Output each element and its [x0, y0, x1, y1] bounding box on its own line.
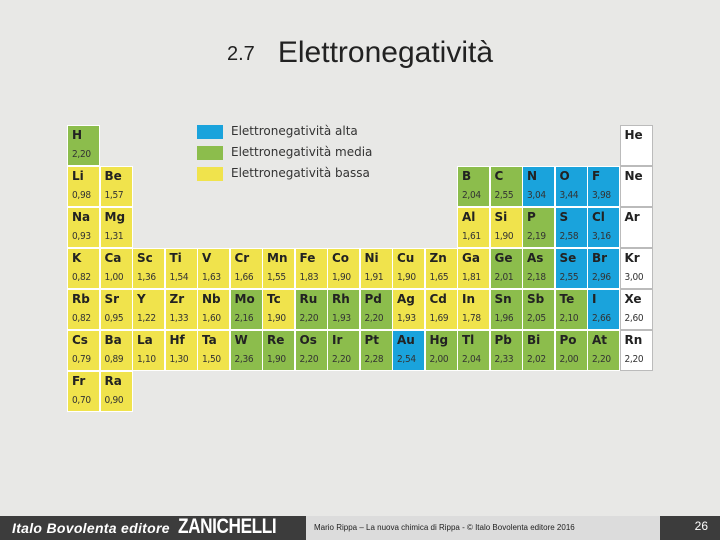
- slide-title: [0, 36, 720, 70]
- electronegativity-value: 2,04: [462, 190, 481, 201]
- legend-label: Elettronegatività alta: [231, 124, 358, 138]
- electronegativity-value: 3,00: [624, 272, 644, 283]
- element-symbol: Hf: [169, 333, 185, 347]
- element-cell-in: [457, 289, 490, 330]
- element-symbol: He: [624, 128, 643, 142]
- element-symbol: I: [592, 292, 597, 306]
- electronegativity-value: 1,81: [462, 272, 481, 283]
- element-symbol: H: [72, 128, 83, 142]
- element-symbol: Al: [462, 210, 476, 224]
- electronegativity-value: 1,90: [494, 231, 514, 242]
- element-symbol: Pd: [364, 292, 382, 306]
- electronegativity-value: 0,79: [72, 354, 91, 365]
- element-symbol: C: [494, 169, 504, 183]
- electronegativity-value: 1,83: [299, 272, 319, 283]
- element-cell-ta: [197, 330, 230, 371]
- electronegativity-value: 2,20: [364, 313, 384, 324]
- electronegativity-value: 2,05: [527, 313, 546, 324]
- publisher-logo: Italo Bovolenta editore: [12, 520, 170, 536]
- electronegativity-value: 2,55: [559, 272, 579, 283]
- electronegativity-value: 2,36: [234, 354, 254, 365]
- electronegativity-value: 2,18: [527, 272, 546, 283]
- element-cell-fr: [67, 371, 100, 412]
- element-symbol: At: [592, 333, 608, 347]
- element-cell-cl: [587, 207, 620, 248]
- electronegativity-value: 0,98: [72, 190, 91, 201]
- electronegativity-value: 2,28: [364, 354, 384, 365]
- electronegativity-value: 2,10: [559, 313, 579, 324]
- element-symbol: O: [559, 169, 570, 183]
- element-symbol: Po: [559, 333, 577, 347]
- electronegativity-value: 2,66: [592, 313, 611, 324]
- element-symbol: Zr: [169, 292, 185, 306]
- element-symbol: Os: [299, 333, 317, 347]
- element-symbol: Cl: [592, 210, 605, 224]
- electronegativity-value: 1,31: [104, 231, 124, 242]
- element-cell-al: [457, 207, 490, 248]
- legend-swatch: [197, 146, 223, 160]
- electronegativity-value: 1,10: [137, 354, 156, 365]
- element-symbol: Si: [494, 210, 508, 224]
- element-cell-cd: [425, 289, 458, 330]
- electronegativity-value: 3,16: [592, 231, 611, 242]
- element-symbol: Ag: [397, 292, 415, 306]
- electronegativity-value: 0,82: [72, 313, 91, 324]
- element-cell-bi: [522, 330, 555, 371]
- element-cell-b: [457, 166, 490, 207]
- element-cell-he: [620, 125, 653, 166]
- element-cell-re: [262, 330, 295, 371]
- element-cell-rn: [620, 330, 653, 371]
- electronegativity-value: 2,54: [397, 354, 416, 365]
- element-cell-ir: [327, 330, 360, 371]
- element-cell-be: [100, 166, 133, 207]
- legend-label: Elettronegatività bassa: [231, 166, 370, 180]
- element-symbol: As: [527, 251, 544, 265]
- element-symbol: Ir: [332, 333, 343, 347]
- element-cell-zn: [425, 248, 458, 289]
- element-symbol: Ru: [299, 292, 318, 306]
- element-symbol: W: [234, 333, 248, 347]
- electronegativity-value: 1,63: [202, 272, 221, 283]
- electronegativity-value: 2,19: [527, 231, 546, 242]
- electronegativity-value: 3,44: [559, 190, 579, 201]
- element-cell-ti: [165, 248, 198, 289]
- electronegativity-value: 2,00: [559, 354, 579, 365]
- element-cell-pd: [360, 289, 393, 330]
- electronegativity-value: 2,20: [624, 354, 644, 365]
- element-symbol: Tc: [267, 292, 281, 306]
- electronegativity-value: 3,04: [527, 190, 546, 201]
- element-cell-tc: [262, 289, 295, 330]
- element-cell-at: [587, 330, 620, 371]
- element-symbol: Zn: [429, 251, 447, 265]
- credit-line: Mario Rippa – La nuova chimica di Rippa - © Italo Bovolenta editore 2016: [306, 516, 660, 540]
- element-symbol: Sr: [104, 292, 120, 306]
- legend-swatch: [197, 125, 223, 139]
- element-symbol: Te: [559, 292, 575, 306]
- element-symbol: Sc: [137, 251, 153, 265]
- electronegativity-value: 1,65: [429, 272, 449, 283]
- element-cell-nb: [197, 289, 230, 330]
- element-symbol: Ca: [104, 251, 122, 265]
- element-cell-n: [522, 166, 555, 207]
- electronegativity-value: 0,95: [104, 313, 124, 324]
- electronegativity-value: 1,54: [169, 272, 189, 283]
- electronegativity-value: 2,58: [559, 231, 579, 242]
- element-symbol: Fe: [299, 251, 316, 265]
- element-symbol: Sb: [527, 292, 545, 306]
- element-cell-pt: [360, 330, 393, 371]
- element-cell-cu: [392, 248, 425, 289]
- electronegativity-value: 1,91: [364, 272, 384, 283]
- element-symbol: Se: [559, 251, 577, 265]
- element-symbol: Ar: [624, 210, 640, 224]
- element-symbol: La: [137, 333, 153, 347]
- electronegativity-value: 1,90: [267, 354, 286, 365]
- electronegativity-value: 1,78: [462, 313, 481, 324]
- electronegativity-value: 0,70: [72, 395, 91, 406]
- element-cell-p: [522, 207, 555, 248]
- element-cell-cr: [230, 248, 263, 289]
- element-cell-ar: [620, 207, 653, 248]
- element-cell-se: [555, 248, 588, 289]
- zanichelli-logo: ZANICHELLI: [178, 515, 277, 538]
- electronegativity-value: 2,60: [624, 313, 644, 324]
- element-cell-sn: [490, 289, 523, 330]
- element-symbol: Ni: [364, 251, 379, 265]
- element-symbol: V: [202, 251, 212, 265]
- element-symbol: Ge: [494, 251, 513, 265]
- element-symbol: Fr: [72, 374, 86, 388]
- element-cell-mn: [262, 248, 295, 289]
- page-number: 26: [694, 519, 708, 533]
- electronegativity-value: 2,20: [72, 149, 91, 160]
- element-symbol: K: [72, 251, 82, 265]
- element-cell-i: [587, 289, 620, 330]
- element-symbol: Ra: [104, 374, 122, 388]
- element-symbol: P: [527, 210, 536, 224]
- element-cell-na: [67, 207, 100, 248]
- element-cell-rh: [327, 289, 360, 330]
- element-symbol: Pb: [494, 333, 512, 347]
- element-symbol: Br: [592, 251, 608, 265]
- electronegativity-value: 3,98: [592, 190, 611, 201]
- electronegativity-value: 1,96: [494, 313, 514, 324]
- element-cell-rb: [67, 289, 100, 330]
- element-symbol: Ne: [624, 169, 643, 183]
- element-symbol: Y: [137, 292, 146, 306]
- element-cell-c: [490, 166, 523, 207]
- electronegativity-value: 1,90: [397, 272, 416, 283]
- element-cell-ra: [100, 371, 133, 412]
- element-cell-o: [555, 166, 588, 207]
- element-cell-os: [295, 330, 328, 371]
- element-symbol: Ti: [169, 251, 182, 265]
- element-symbol: Kr: [624, 251, 640, 265]
- section-number: 2.7: [226, 43, 255, 65]
- electronegativity-value: 1,22: [137, 313, 156, 324]
- element-cell-mo: [230, 289, 263, 330]
- element-symbol: Ba: [104, 333, 122, 347]
- element-symbol: Ta: [202, 333, 217, 347]
- element-cell-la: [132, 330, 165, 371]
- element-symbol: Co: [332, 251, 350, 265]
- element-symbol: Pt: [364, 333, 380, 347]
- element-cell-xe: [620, 289, 653, 330]
- electronegativity-value: 2,00: [429, 354, 449, 365]
- legend-swatch: [197, 167, 223, 181]
- element-symbol: F: [592, 169, 601, 183]
- electronegativity-value: 1,57: [104, 190, 124, 201]
- element-cell-hg: [425, 330, 458, 371]
- title-text: Elettronegatività: [277, 36, 494, 69]
- element-cell-y: [132, 289, 165, 330]
- element-symbol: Cd: [429, 292, 447, 306]
- electronegativity-value: 2,02: [527, 354, 546, 365]
- element-symbol: Au: [397, 333, 415, 347]
- electronegativity-value: 1,61: [462, 231, 481, 242]
- element-cell-mg: [100, 207, 133, 248]
- element-cell-si: [490, 207, 523, 248]
- electronegativity-value: 2,33: [494, 354, 514, 365]
- element-symbol: Cs: [72, 333, 88, 347]
- footer-bar: [0, 516, 720, 540]
- element-symbol: Ga: [462, 251, 480, 265]
- electronegativity-value: 1,60: [202, 313, 221, 324]
- element-symbol: Be: [104, 169, 122, 183]
- electronegativity-value: 1,50: [202, 354, 221, 365]
- element-symbol: In: [462, 292, 476, 306]
- element-cell-as: [522, 248, 555, 289]
- element-cell-sb: [522, 289, 555, 330]
- element-cell-ru: [295, 289, 328, 330]
- electronegativity-value: 1,69: [429, 313, 449, 324]
- element-cell-ni: [360, 248, 393, 289]
- element-cell-s: [555, 207, 588, 248]
- element-cell-sc: [132, 248, 165, 289]
- electronegativity-value: 1,66: [234, 272, 254, 283]
- element-cell-v: [197, 248, 230, 289]
- element-cell-ne: [620, 166, 653, 207]
- electronegativity-value: 2,96: [592, 272, 611, 283]
- electronegativity-value: 1,00: [104, 272, 124, 283]
- element-symbol: Rh: [332, 292, 350, 306]
- electronegativity-value: 1,30: [169, 354, 189, 365]
- element-cell-sr: [100, 289, 133, 330]
- element-cell-fe: [295, 248, 328, 289]
- element-symbol: Li: [72, 169, 84, 183]
- electronegativity-value: 0,93: [72, 231, 91, 242]
- element-symbol: Re: [267, 333, 285, 347]
- element-symbol: N: [527, 169, 538, 183]
- element-symbol: Sn: [494, 292, 512, 306]
- element-cell-kr: [620, 248, 653, 289]
- electronegativity-value: 2,20: [299, 354, 319, 365]
- element-symbol: Cr: [234, 251, 250, 265]
- legend-label: Elettronegatività media: [231, 145, 373, 159]
- element-cell-f: [587, 166, 620, 207]
- electronegativity-value: 0,90: [104, 395, 124, 406]
- element-symbol: Rn: [624, 333, 643, 347]
- element-symbol: Rb: [72, 292, 90, 306]
- element-cell-pb: [490, 330, 523, 371]
- electronegativity-value: 1,55: [267, 272, 286, 283]
- electronegativity-value: 1,93: [397, 313, 416, 324]
- electronegativity-value: 1,33: [169, 313, 189, 324]
- electronegativity-value: 2,04: [462, 354, 481, 365]
- element-cell-w: [230, 330, 263, 371]
- element-symbol: S: [559, 210, 569, 224]
- element-symbol: B: [462, 169, 472, 183]
- element-symbol: Nb: [202, 292, 221, 306]
- element-symbol: Bi: [527, 333, 541, 347]
- element-symbol: Hg: [429, 333, 449, 347]
- element-cell-k: [67, 248, 100, 289]
- element-cell-li: [67, 166, 100, 207]
- element-cell-co: [327, 248, 360, 289]
- electronegativity-value: 0,89: [104, 354, 124, 365]
- electronegativity-value: 2,16: [234, 313, 254, 324]
- electronegativity-value: 1,90: [267, 313, 286, 324]
- electronegativity-value: 2,01: [494, 272, 514, 283]
- element-symbol: Mg: [104, 210, 126, 224]
- element-cell-ba: [100, 330, 133, 371]
- element-cell-ge: [490, 248, 523, 289]
- element-symbol: Cu: [397, 251, 415, 265]
- electronegativity-value: 2,55: [494, 190, 514, 201]
- element-cell-ag: [392, 289, 425, 330]
- element-cell-au: [392, 330, 425, 371]
- electronegativity-value: 1,93: [332, 313, 351, 324]
- electronegativity-value: 1,36: [137, 272, 156, 283]
- element-cell-te: [555, 289, 588, 330]
- element-cell-po: [555, 330, 588, 371]
- element-cell-h: [67, 125, 100, 166]
- element-cell-ca: [100, 248, 133, 289]
- element-symbol: Mn: [267, 251, 288, 265]
- element-cell-zr: [165, 289, 198, 330]
- element-cell-ga: [457, 248, 490, 289]
- element-symbol: Tl: [462, 333, 475, 347]
- electronegativity-value: 2,20: [332, 354, 351, 365]
- element-cell-cs: [67, 330, 100, 371]
- electronegativity-value: 1,90: [332, 272, 351, 283]
- electronegativity-value: 2,20: [592, 354, 611, 365]
- element-cell-hf: [165, 330, 198, 371]
- element-symbol: Mo: [234, 292, 255, 306]
- element-symbol: Na: [72, 210, 91, 224]
- electronegativity-value: 2,20: [299, 313, 319, 324]
- element-cell-br: [587, 248, 620, 289]
- electronegativity-value: 0,82: [72, 272, 91, 283]
- element-cell-tl: [457, 330, 490, 371]
- element-symbol: Xe: [624, 292, 642, 306]
